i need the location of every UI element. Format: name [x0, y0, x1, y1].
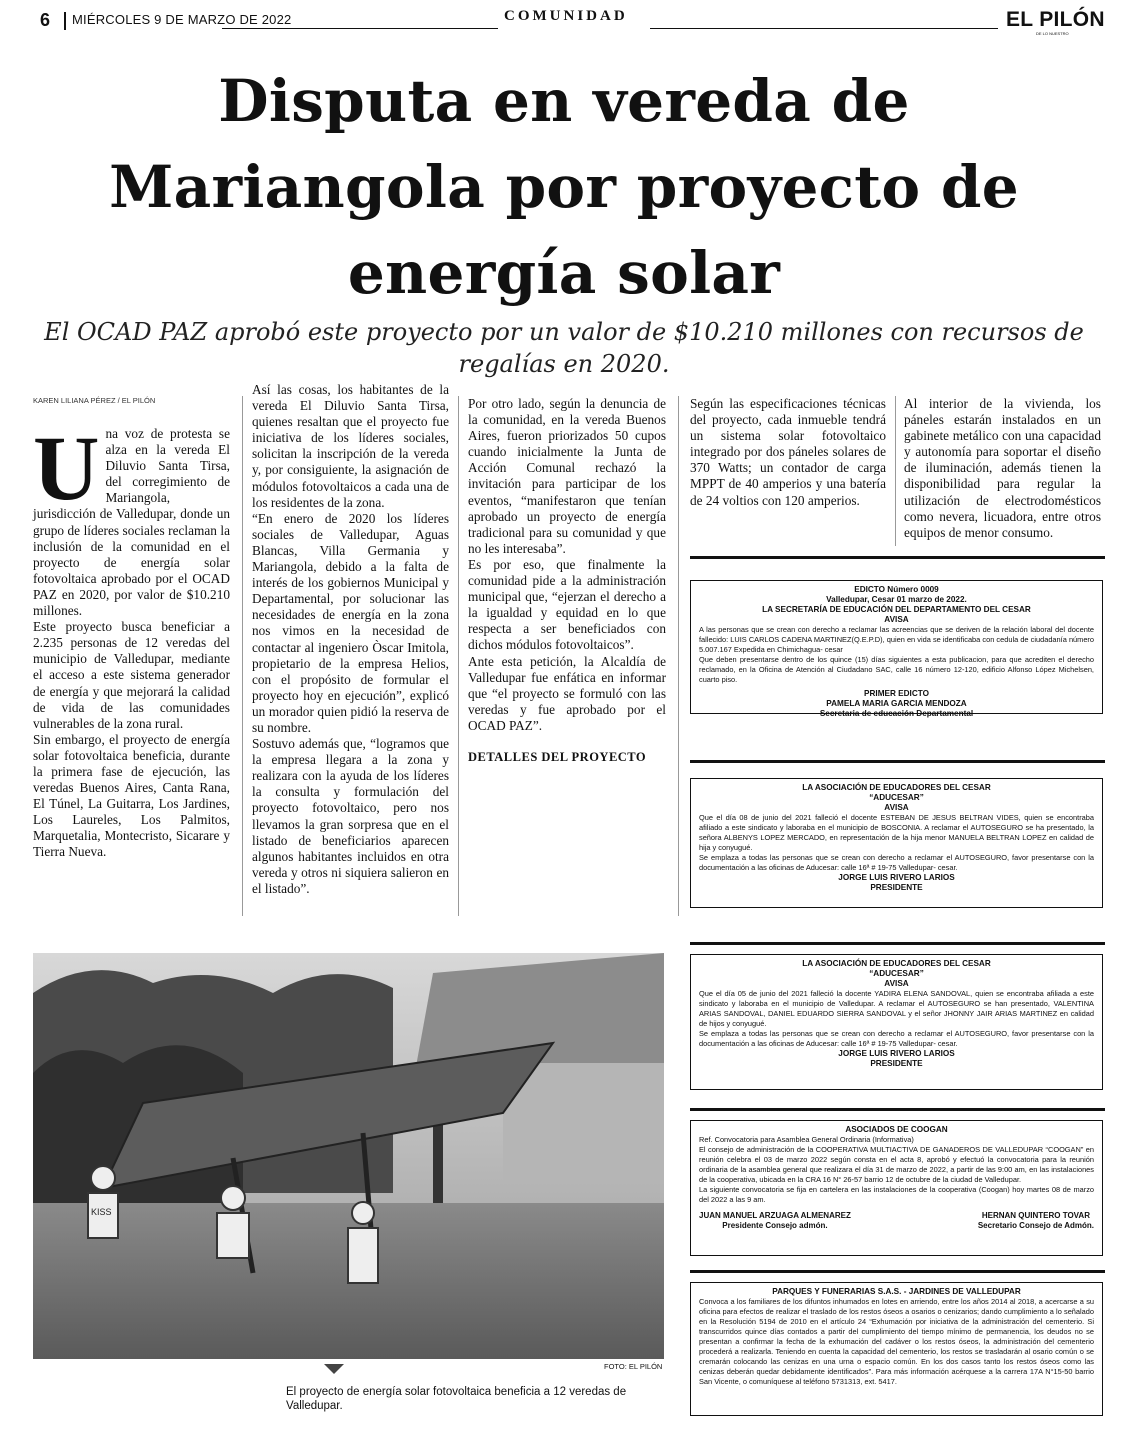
notice-title: ASOCIADOS DE COOGAN — [845, 1125, 948, 1134]
notices-rule — [690, 760, 1105, 763]
article-paragraph: Sin embargo, el proyecto de energía solar fotovoltaica beneficia, durante la primera fase de ejecución, las veredas Buenos Aires, Canta Rana, El Túnel, La Guitarra, Los Jardines, Los Laureles, Los Palmitos, Marquetalia, Montecristo, Sicarare y Tierra Nueva. — [33, 731, 230, 860]
byline: KAREN LILIANA PÉREZ / EL PILÓN — [33, 396, 156, 405]
notice-body: Que el día 08 de junio del 2021 falleció el docente ESTEBAN DE JESUS BELTRAN VIDES, quien se encontraba afiliado a este sindicato y laboraba en el municipio de BOSCONIA. A reclamar el AUTOSEGURO se ha presentado, la señora ALBENYS LOPEZ MERCADO, en representación de la hija menor MANUELA BELTRAN LOPEZ en calidad de hija y conyugué. — [699, 813, 1094, 852]
column-rule — [678, 396, 679, 916]
caption-arrow-icon — [324, 1364, 344, 1374]
article-paragraph: Así las cosas, los habitantes de la vereda El Diluvio Santa Tirsa, quienes resaltan que el proyecto fue iniciativa de los líderes sociales, solicitan la inscripción de la vereda y, por consiguiente, la asignación de módulos fotovoltaicos a cada una de los residentes de la zona. — [252, 382, 449, 510]
article-photo — [33, 953, 664, 1359]
notice-signer-title: PRESIDENTE — [870, 883, 923, 892]
notice-subtitle: “ADUCESAR” — [869, 969, 924, 978]
photo-credit: FOTO: EL PILÓN — [604, 1362, 663, 1371]
notice-body: La siguiente convocatoria se fija en cartelera en las instalaciones de la cooperativa (Coogan) hoy martes 08 de marzo del 2022 a las 9 am. — [699, 1185, 1094, 1204]
notice-signer-title: Secretaria de educación Departamental — [819, 709, 974, 718]
article-paragraph: Al interior de la vivienda, los páneles estarán instalados en un gabinete metálico con una capacidad y autonomía para soportar el diseño de iluminación, además tienen la disponibilidad para regular la utilización de electrodomésticos como nevera, licuadora, entre otros equipos de menor consumo. — [904, 396, 1101, 540]
notice-body: Que el día 05 de junio del 2021 falleció la docente YADIRA ELENA SANDOVAL, quien se encontraba afiliada a este sindicato y laboraba en el municipio de Valledupar. A reclamar el AUTOSEGURO se han presentado, VALENTINA ARIAS SANDOVAL, DANIEL EDUARDO SIERRA SANDOVAL y el señor JHONNY JAIR ARIAS MARTINEZ en calidad de hijos y conyugué. — [699, 989, 1094, 1028]
notice-coogan — [690, 1120, 1103, 1256]
notices-rule — [690, 942, 1105, 945]
notice-signer-title: Presidente Consejo admón. — [722, 1221, 828, 1230]
header-rule-right — [650, 28, 998, 29]
column-rule — [895, 396, 896, 546]
article-column-3 — [468, 396, 666, 775]
notice-signer-title: Secretario Consejo de Admón. — [977, 1221, 1094, 1230]
notice-title: EDICTO Número 0009 — [854, 585, 939, 594]
notices-rule — [690, 1108, 1105, 1111]
notice-signer-title: PRESIDENTE — [870, 1059, 923, 1068]
notice-signer: HERNAN QUINTERO TOVAR — [981, 1211, 1090, 1220]
article-paragraph: “En enero de 2020 los líderes sociales de Valledupar, Aguas Blancas, Villa Germania y Mariangola, debido a la falta de interés de los gobiernos Municipal y Departamental, por solucionar las necesidades de energía en la zona nos vimos en la necesidad de contactar al ingeniero Òscar Imitola, propietario de la empresa Helios, con el propósito de formular el proyecto hoy en ejecución”, explicó un morador quien pidió la reserva de su nombre. — [252, 510, 449, 735]
header-divider — [64, 12, 66, 30]
article-column-2 — [252, 382, 449, 917]
notice-body: A las personas que se crean con derecho a reclamar las acreencias que se deriven de la relación laboral del docente fallecido: LUIS CARLOS CADENA MARTINEZ(Q.E.P.D), quien en vida se identificaba con cedula de ciudadanía número 5.007.167 Expedida en Chimichagua- cesar — [699, 625, 1094, 654]
notice-signer: JORGE LUIS RIVERO LARIOS — [838, 873, 955, 882]
section-name: COMUNIDAD — [504, 8, 628, 24]
notice-title: LA ASOCIACIÓN DE EDUCADORES DEL CESAR — [802, 959, 991, 968]
section-heading: DETALLES DEL PROYECTO — [468, 749, 647, 764]
article-column-1 — [33, 417, 230, 861]
notice-subtitle: “ADUCESAR” — [869, 793, 924, 802]
notice-body: El consejo de administración de la COOPERATIVA MULTIACTIVA DE GANADEROS DE VALLEDUPAR “COOGAN” en reunión celebra el 03 de marzo 2022 según consta en el acta 8, aprobó y efectuó la convocatoria para la reunión ordinaria de la asamblea general que realizara el día 31 de marzo de 2022, a partir de las 9:00 am, en las instalaciones de la cooperativa, ubicada en la CRA 16 N° 26-57 barrio 12 de octubre de la ciudad de Valledupar. — [699, 1145, 1094, 1184]
notice-aducesar-2 — [690, 954, 1103, 1090]
notice-issuer: LA SECRETARÍA DE EDUCACIÓN DEL DEPARTAMENTO DEL CESAR — [762, 605, 1031, 614]
article-column-4 — [690, 396, 886, 509]
article-paragraph: Sostuvo además que, “logramos que la empresa llegara a la zona y realizara con la ayuda de los líderes la consulta y formulación del proyecto fotovoltaico, pero nos llevamos la gran sorpresa que en el listado de beneficiarios aparecen algunos habitantes incluidos en otra vereda y otros ni siquiera salieron en el listado”. — [252, 736, 449, 896]
notice-avisa: AVISA — [884, 615, 909, 624]
issue-date: MIÉRCOLES 9 DE MARZO DE 2022 — [72, 12, 292, 27]
notice-avisa: AVISA — [884, 803, 909, 812]
notice-body: Se emplaza a todas las personas que se crean con derecho a reclamar el AUTOSEGURO, favor presentarse con la documentación a las oficinas de Aducesar: calle 16ª # 19-75 Valledupar- cesar. — [699, 853, 1094, 872]
photo-caption: El proyecto de energía solar fotovoltaica beneficia a 12 veredas de Valledupar. — [286, 1386, 627, 1412]
column-rule — [242, 396, 243, 916]
notice-signatures — [699, 1211, 1094, 1231]
notice-ref: Ref. Convocatoria para Asamblea General Ordinaria (Informativa) — [699, 1135, 914, 1144]
notice-date: Valledupar, Cesar 01 marzo de 2022. — [826, 595, 967, 604]
article-headline: Disputa en vereda de Mariangola por proyecto de energía solar — [109, 67, 1019, 307]
article-subheadline: El OCAD PAZ aprobó este proyecto por un valor de $10.210 millones con recursos de regalías en 2020. — [44, 318, 1084, 378]
article-paragraph: Por otro lado, según la denuncia de la comunidad, en la vereda Buenos Aires, fueron priorizados 50 cupos cuando inicialmente la Junta de Acción Comunal rechazó la invitación para participar de los eventos, “manifestaron que tenían aprobado un proyecto de energía tradicional para su comunidad y que no les interesaba”. — [468, 396, 666, 556]
page-number: 6 — [40, 10, 51, 30]
notice-edicto-label: PRIMER EDICTO — [864, 689, 929, 698]
notices-rule — [690, 556, 1105, 559]
notice-jardines — [690, 1282, 1103, 1416]
notice-avisa: AVISA — [884, 979, 909, 988]
notices-rule — [690, 1270, 1105, 1273]
notice-title: PARQUES Y FUNERARIAS S.A.S. - JARDINES DE VALLEDUPAR — [772, 1287, 1021, 1296]
notice-body: Se emplaza a todas las personas que se crean con derecho a reclamar el AUTOSEGURO, favor presentarse con la documentación a las oficinas de Aducesar: calle 16ª # 19-75 Valledupar- cesar. — [699, 1029, 1094, 1048]
drop-cap: U — [33, 417, 100, 519]
article-column-5 — [904, 396, 1101, 541]
notice-title: LA ASOCIACIÓN DE EDUCADORES DEL CESAR — [802, 783, 991, 792]
notice-aducesar-1 — [690, 778, 1103, 908]
header-rule-left — [222, 28, 498, 29]
notice-edicto — [690, 580, 1103, 718]
article-paragraph: Es por eso, que finalmente la comunidad pide a la administración municipal que, “ejerzan el derecho a la igualdad y equidad en lo que respecta a ser beneficiados con dichos módulos fotovoltaicos”. — [468, 556, 666, 653]
newspaper-logo: EL PILÓN — [1006, 8, 1105, 31]
photo-shirt-text: KISS — [91, 1207, 112, 1217]
article-paragraph: Este proyecto busca beneficiar a 2.235 personas de 12 veredas del municipio de Valledupar, mediante el acceso a este sistema generador de energía y que mejorará la calidad de vida de las comunidades vulnerables de la zona rural. — [33, 619, 230, 731]
article-paragraph: Una voz de protesta se alza en la vereda El Diluvio Santa Tirsa, del corregimiento de Mariangola, jurisdicción de Valledupar, donde un grupo de líderes sociales reclaman la inclusión de la comunidad en el proyecto de energía solar fotovoltaica aprobado por el OCAD PAZ en 2020, por valor de $10.210 millones. — [33, 417, 230, 619]
notice-body: Que deben presentarse dentro de los quince (15) días siguientes a esta publicacion, para que acrediten el derecho reclamado, en la Oficina de Atención al Ciudadano SAC, calle 16 número 12-120, edificio Alfonso López Michelsen, cuarto piso. — [699, 655, 1094, 684]
newspaper-logo-tagline: DE LO NUESTRO — [1036, 31, 1069, 36]
column-rule — [458, 396, 459, 916]
notice-signer: JORGE LUIS RIVERO LARIOS — [838, 1049, 955, 1058]
notice-signer: JUAN MANUEL ARZUAGA ALMENAREZ — [699, 1211, 851, 1220]
article-paragraph: Según las especificaciones técnicas del proyecto, cada inmueble tendrá un sistema solar fotovoltaico integrado por dos páneles solares de 370 Watts; un contador de carga MPPT de 40 amperios y una batería de 24 voltios con 120 amperios. — [690, 396, 886, 508]
photo-hut-wall — [503, 1063, 664, 1183]
notice-body: Convoca a los familiares de los difuntos inhumados en lotes en arriendo, entre los años 2014 al 2018, a acercarse a su oficina para efectos de realizar el traslado de los restos óseos a osarios o cenizarios; dando cumplimiento a lo señalado en la Resolución 5194 de 2010 en el artículo 24 “Exhumación por iniciativa de la administración del cementerio. Si transcurridos quince días contados a partir del cumplimiento del tiempo mínimo de permanencia, los deudos no se presentan a confirmar la fecha de la exhumación del cadáver o los restos óseos, la administración del cementerio procederá a realizarla. Teniendo en cuenta la capacidad del cementerio, los restos se trasladarán al osario común o se cremarán colocando las cenizas en una urna o espacio común. En los dos casos tanto los restos óseos como las cenizas deberán quedar debidamente identificados”. Para más información acérquese a la carrera 17A N°15-50 barrio San Vicente, o comuníquese al teléfono 5731313, ext. 5417. — [699, 1297, 1094, 1386]
notice-signer: PAMELA MARIA GARCIA MENDOZA — [826, 699, 967, 708]
article-paragraph: Ante esta petición, la Alcaldía de Valledupar fue enfática en informar que “el proyecto se formuló con las veredas y fue aprobado por el OCAD PAZ”. — [468, 653, 666, 733]
